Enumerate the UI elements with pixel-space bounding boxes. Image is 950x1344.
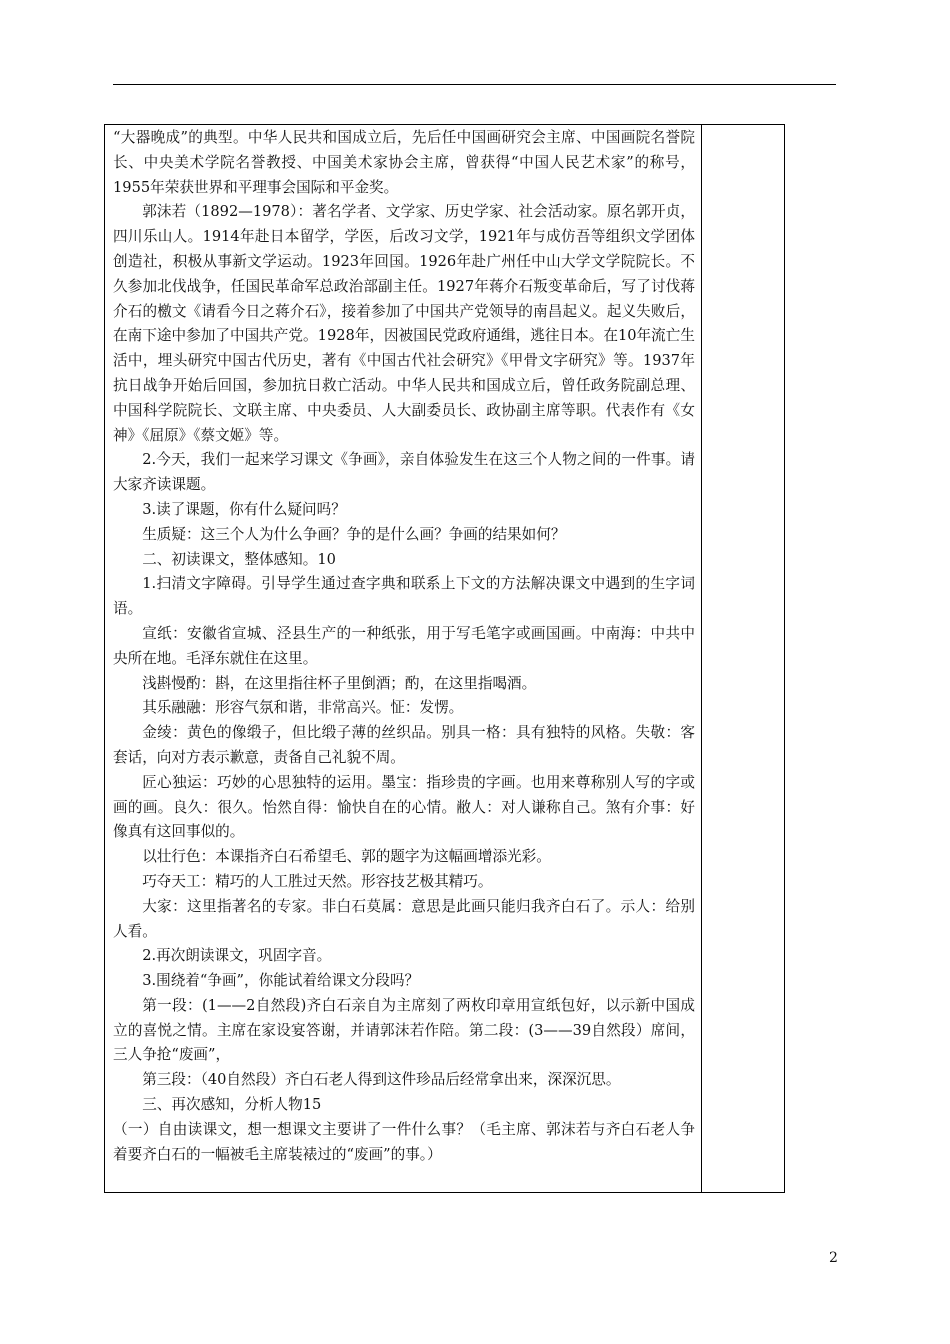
section-heading: 二、初读课文，整体感知。10 xyxy=(142,550,336,568)
paragraph: 生质疑：这三个人为什么争画？争的是什么画？争画的结果如何？ xyxy=(142,525,566,543)
vocab-entry: 宣纸：安徽省宣城、泾县生产的一种纸张，用于写毛笔字或画国画。中南海：中共中央所在地。毛泽东就住在这里。 xyxy=(113,624,695,667)
paragraph: 3.围绕着“争画”，你能试着给课文分段吗？ xyxy=(142,972,420,990)
paragraph: 1.扫清文字障碍。引导学生通过查字典和联系上下文的方法解决课文中遇到的生字词语。 xyxy=(113,575,695,618)
vocab-entry: 金绫：黄色的像缎子，但比缎子薄的丝织品。别具一格：具有独特的风格。失敬：客套话，向对方表示歉意，责备自己礼貌不周。 xyxy=(113,724,695,766)
paragraph: 郭沫若（1892—1978）：著名学者、文学家、历史学家、社会活动家。原名郭开贞，四川乐山人。1914年赴日本留学，学医，后改习文学，1921年与成仿吾等组织文学团体创造社，积极从事新文学运动。1923年回国。1926年赴广州任中山大学文学院院长。不久参加北伐战争，任国民革命军总政治部副主任。1927年蒋介石叛变革命后，写了讨伐蒋介石的檄文《请看今日之蒋介石》，接着参加了中国共产党领导的南昌起义。起义失败后，在南下途中参加了中国共产党。1928年，因被国民党政府通缉，逃往日本。在10年流亡生活中，埋头研究中国古代历史，著有《中国古代社会研究》《甲骨文字研究》等。1937年抗日战争开始后回国，参加抗日救亡活动。中华人民共和国成立后，曾任政务院副总理、中国科学院院长、文联主席、中央委员、人大副委员长、政协副主席等职。代表作有《女神》《屈原》《蔡文姬》等。 xyxy=(113,203,695,444)
paragraph: “大器晚成”的典型。中华人民共和国成立后，先后任中国画研究会主席、中国画院名誉院长、中央美术学院名誉教授、中国美术家协会主席，曾获得“中国人民艺术家”的称号，1955年荣获世界和平理事会国际和平金奖。 xyxy=(113,129,695,196)
notes-column-divider xyxy=(701,124,702,1193)
paragraph: 第一段：(1——2自然段)齐白石亲自为主席刻了两枚印章用宣纸包好，以示新中国成立的喜悦之情。主席在家设宴答谢，并请郭沫若作陪。第二段：(3——39自然段）席间，三人争抢“废画”， xyxy=(113,996,695,1064)
lesson-content xyxy=(113,126,695,1167)
paragraph: 3.读了课题，你有什么疑问吗？ xyxy=(142,500,346,518)
vocab-entry: 匠心独运：巧妙的心思独特的运用。墨宝：指珍贵的字画。也用来尊称别人写的字或画的画。良久：很久。怡然自得：愉快自在的心情。敝人：对人谦称自己。煞有介事：好像真有这回事似的。 xyxy=(113,773,695,841)
header-rule xyxy=(113,84,836,85)
vocab-entry: 其乐融融：形容气氛和谐，非常高兴。怔：发愣。 xyxy=(142,699,464,717)
paragraph: 2.今天，我们一起来学习课文《争画》，亲自体验发生在这三个人物之间的一件事。请大家齐读课题。 xyxy=(113,451,695,494)
vocab-entry: 浅斟慢酌：斟，在这里指往杯子里倒酒；酌，在这里指喝酒。 xyxy=(142,674,537,692)
section-heading: 三、再次感知，分析人物15 xyxy=(142,1096,322,1114)
vocab-entry: 大家：这里指著名的专家。非白石莫属：意思是此画只能归我齐白石了。示人：给别人看。 xyxy=(113,897,695,940)
vocab-entry: 巧夺天工：精巧的人工胜过天然。形容技艺极其精巧。 xyxy=(142,872,493,890)
page-number: 2 xyxy=(829,1250,838,1266)
vocab-entry: 以壮行色：本课指齐白石希望毛、郭的题字为这幅画增添光彩。 xyxy=(142,848,551,866)
paragraph: （一）自由读课文，想一想课文主要讲了一件什么事？（毛主席、郭沫若与齐白石老人争着要齐白石的一幅被毛主席装裱过的“废画”的事。） xyxy=(113,1120,695,1163)
paragraph: 第三段：（40自然段）齐白石老人得到这件珍品后经常拿出来，深深沉思。 xyxy=(142,1071,621,1089)
paragraph: 2.再次朗读课文，巩固字音。 xyxy=(142,947,332,965)
